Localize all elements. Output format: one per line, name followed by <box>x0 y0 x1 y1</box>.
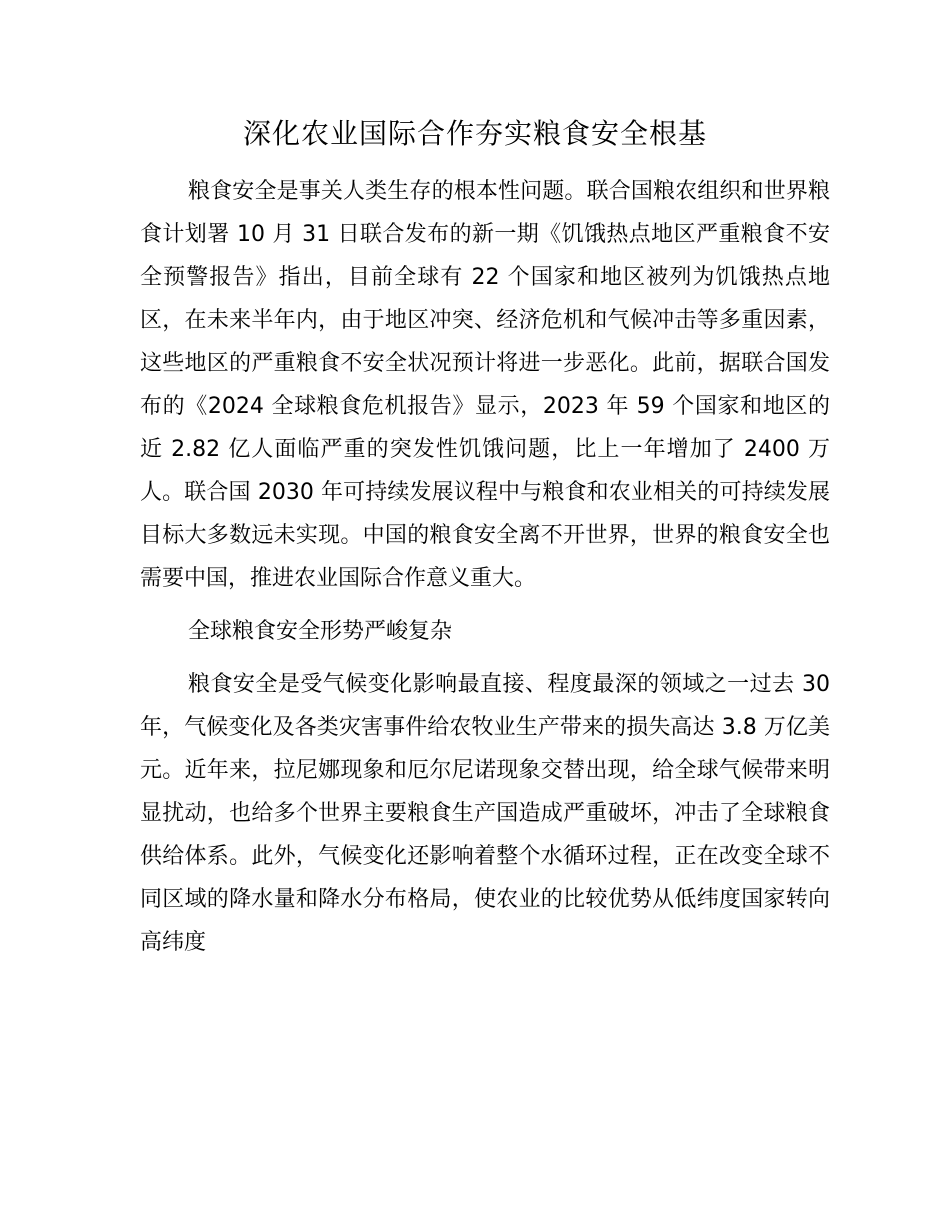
section-heading: 全球粮食安全形势严峻复杂 <box>188 619 453 644</box>
document-title: 深化农业国际合作夯实粮食安全根基 <box>242 117 707 150</box>
paragraph-intro: 粮食安全是事关人类生存的根本性问题。联合国粮农组织和世界粮食计划署 10 月 31 日联合发布的新一期《饥饿热点地区严重粮食不安全预警报告》指出，目前全球有 22 个国家和地区被列为饥饿热点地区，在未来半年内，由于地区冲突、经济危机和气候冲击等多重因素，这些地区的严重粮食不安全状况预计将进一步恶化。此前，据联合国发布的《2024 全球粮食危机报告》显示，2023 年 59 个国家和地区的近 2.82 亿人面临严重的突发性饥饿问题，比上一年增加了 2400 万人。联合国 2030 年可持续发展议程中与粮食和农业相关的可持续发展目标大多数远未实现。中国的粮食安全离不开世界，世界的粮食安全也需要中国，推进农业国际合作意义重大。 <box>140 179 830 591</box>
document-body <box>140 170 830 974</box>
paragraph-climate: 粮食安全是受气候变化影响最直接、程度最深的领域之一过去 30 年，气候变化及各类灾害事件给农牧业生产带来的损失高达 3.8 万亿美元。近年来，拉尼娜现象和厄尔尼诺现象交替出现，给全球气候带来明显扰动，也给多个世界主要粮食生产国造成严重破坏，冲击了全球粮食供给体系。此外，气候变化还影响着整个水循环过程，正在改变全球不同区域的降水量和降水分布格局，使农业的比较优势从低纬度国家转向高纬度 <box>140 672 830 955</box>
